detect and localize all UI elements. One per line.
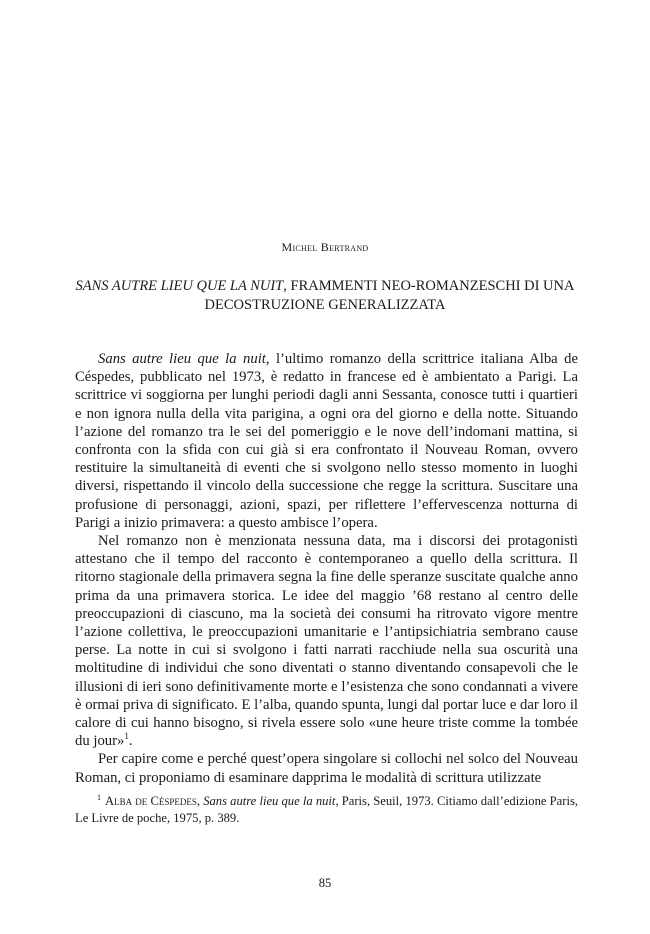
paragraph-1 (75, 350, 578, 532)
page-number: 85 (318, 876, 332, 890)
article-title (74, 277, 576, 315)
paragraph-1-italic: Sans autre lieu que la nuit (98, 351, 266, 367)
footnote-reference[interactable]: 1 (124, 731, 129, 742)
footnote-marker: 1 (97, 792, 101, 802)
author-name-text: Michel Bertrand (281, 240, 369, 254)
footnote-1 (75, 793, 578, 826)
body-text (75, 350, 578, 787)
footnote (75, 793, 578, 826)
footnote-text: , Paris, Seuil, 1973. Citiamo dall’edizione Paris, Le Livre de poche, 1975, p. 389. (75, 794, 578, 825)
article-title-italic: SANS AUTRE LIEU QUE LA NUIT (75, 278, 284, 294)
paragraph-2-end: . (128, 733, 133, 750)
author-name (0, 240, 650, 255)
paragraph-3-text: Per capire come e perché quest’opera singolare si collochi nel solco del Nouveau Roman, ci proponiamo di esaminare dapprima le modalità di scrittura utilizzate (75, 751, 578, 786)
footnote-separator: , (196, 794, 204, 808)
paragraph-3 (75, 750, 578, 786)
paragraph-2-text: Nel romanzo non è menzionata nessuna data, ma i discorsi dei protagonisti attestano che il tempo del racconto è contemporaneo a quello della scrittura. Il ritorno stagionale della primavera segna la fine delle speranze suscitate qualche anno prima da una primavera storica. Le idee del maggio ’68 restano al centro delle preoccupazioni di ciascuno, ma la società dei consumi ha ritrovato vigore mentre l’azione collettiva, le preoccupazioni umanitarie e l’antipsichiatria sembrano cause perse. La notte in cui si svolgono i fatti narrati racchiude nella sua oscurità una moltitudine di individui che sono diventati o stanno diventando consapevoli che le illusioni di ieri sono definitivamente morte e l’esistenza che sono condannati a vivere è ormai priva di significato. E l’alba, quando spunta, lungi dal portar luce e dar loro il calore di cui hanno bisogno, si rivela essere solo «une heure triste comme la tombée du jour» (75, 533, 578, 750)
paragraph-2 (75, 532, 578, 750)
footnote-title: Sans autre lieu que la nuit (203, 794, 336, 808)
article-title-rest: , FRAMMENTI NEO-ROMANZESCHI DI UNA DECOSTRUZIONE GENERALIZZATA (204, 278, 575, 313)
paragraph-1-text: , l’ultimo romanzo della scrittrice italiana Alba de Céspedes, pubblicato nel 1973, è redatto in francese ed è ambientato a Parigi. La scrittrice vi soggiorna per lunghi periodi dagli anni Sessanta, conosce tutti i quartieri e non ignora nulla della vita parigina, a ogni ora del giorno e della notte. Situando l’azione del romanzo tra le sei del pomeriggio e le nove dell’indomani mattina, si confronta con la sfida con cui già si era confrontato il Nouveau Roman, ovvero restituire la simultaneità di eventi che si svolgono nello stesso momento in luoghi diversi, rispettando il vincolo della successione che regge la scrittura. Suscitare una profusione di personaggi, azioni, spazi, per riflettere l’effervescenza notturna di Parigi a inizio primavera: a questo ambisce l’opera. (75, 351, 578, 531)
footnote-author: Alba de Céspedes (105, 794, 197, 808)
